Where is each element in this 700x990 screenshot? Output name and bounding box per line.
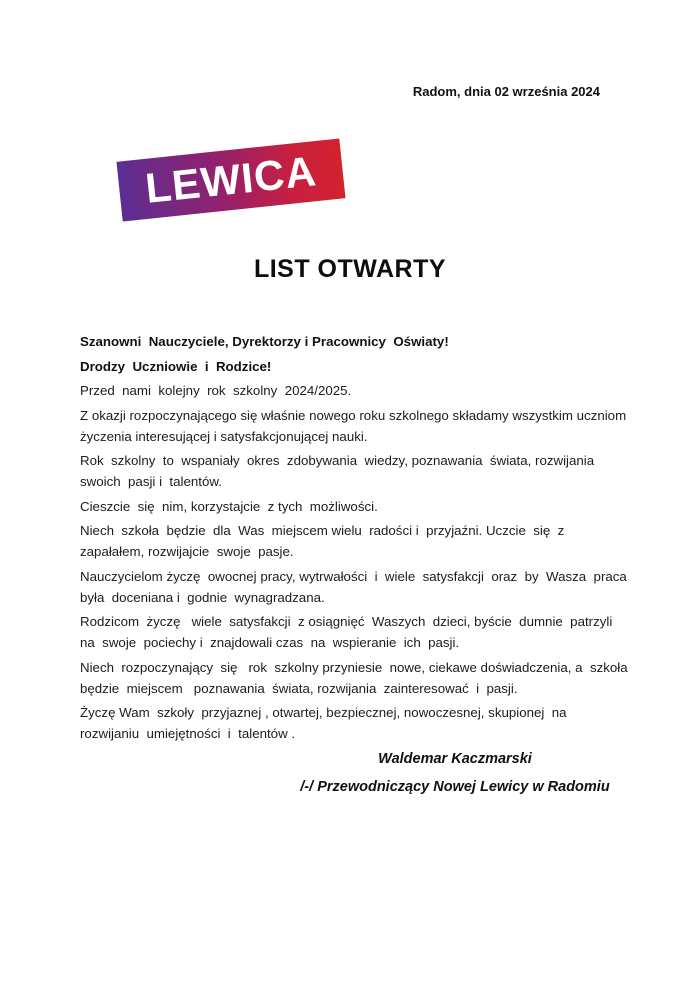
paragraph-school-place: Niech szkoła będzie dla Was miejscem wielu radości i przyjaźni. Uczcie się z zapałałem, rozwijajcie swoje pasje. xyxy=(80,523,565,559)
paragraph-friendly-school: Życzę Wam szkoły przyjaznej , otwartej, bezpiecznej, nowoczesnej, skupionej na rozwijaniu umiejętności i talentów . xyxy=(80,705,567,741)
letter-title: LIST OTWARTY xyxy=(253,255,447,283)
paragraph-enjoy: Cieszcie się nim, korzystajcie z tych możliwości. xyxy=(80,498,378,514)
letter-body xyxy=(80,331,636,748)
signature-block xyxy=(270,751,640,795)
paragraph-new-school-year: Przed nami kolejny rok szkolny 2024/2025. xyxy=(80,383,352,398)
date-line: Radom, dnia 02 września 2024 xyxy=(412,84,600,99)
salutation-students: Drodzy Uczniowie i Rodzice! xyxy=(80,358,272,374)
paragraph-parents-wishes: Rodzicom życzę wiele satysfakcji z osiągnięć Waszych dzieci, byście dumnie patrzyli na swoje pociechy i znajdowali czas na wspieranie ich pasji. xyxy=(80,614,613,650)
lewica-logo-text: LEWICA xyxy=(143,147,319,212)
salutation-teachers: Szanowni Nauczyciele, Dyrektorzy i Pracownicy Oświaty! xyxy=(80,334,449,349)
paragraph-school-year-period: Rok szkolny to wspaniały okres zdobywania wiedzy, poznawania świata, rozwijania swoich pasji i talentów. xyxy=(80,453,595,489)
paragraph-wishes-students: Z okazji rozpoczynającego się właśnie nowego roku szkolnego składamy wszystkim uczniom życzenia interesującej i satysfakcjonującej nauki. xyxy=(80,407,627,444)
signature-role: /-/ Przewodniczący Nowej Lewicy w Radomiu xyxy=(300,779,610,795)
signature-name: Waldemar Kaczmarski xyxy=(378,751,532,767)
paragraph-new-experiences: Niech rozpoczynający się rok szkolny przyniesie nowe, ciekawe doświadczenia, a szkoła będzie miejscem poznawania świata, rozwijania zainteresować i pasji. xyxy=(80,659,628,696)
lewica-logo xyxy=(116,138,345,221)
paragraph-teachers-wishes: Nauczycielom życzę owocnej pracy, wytrwałości i wiele satysfakcji oraz by Wasza praca była doceniana i godnie wynagradzana. xyxy=(80,568,627,605)
